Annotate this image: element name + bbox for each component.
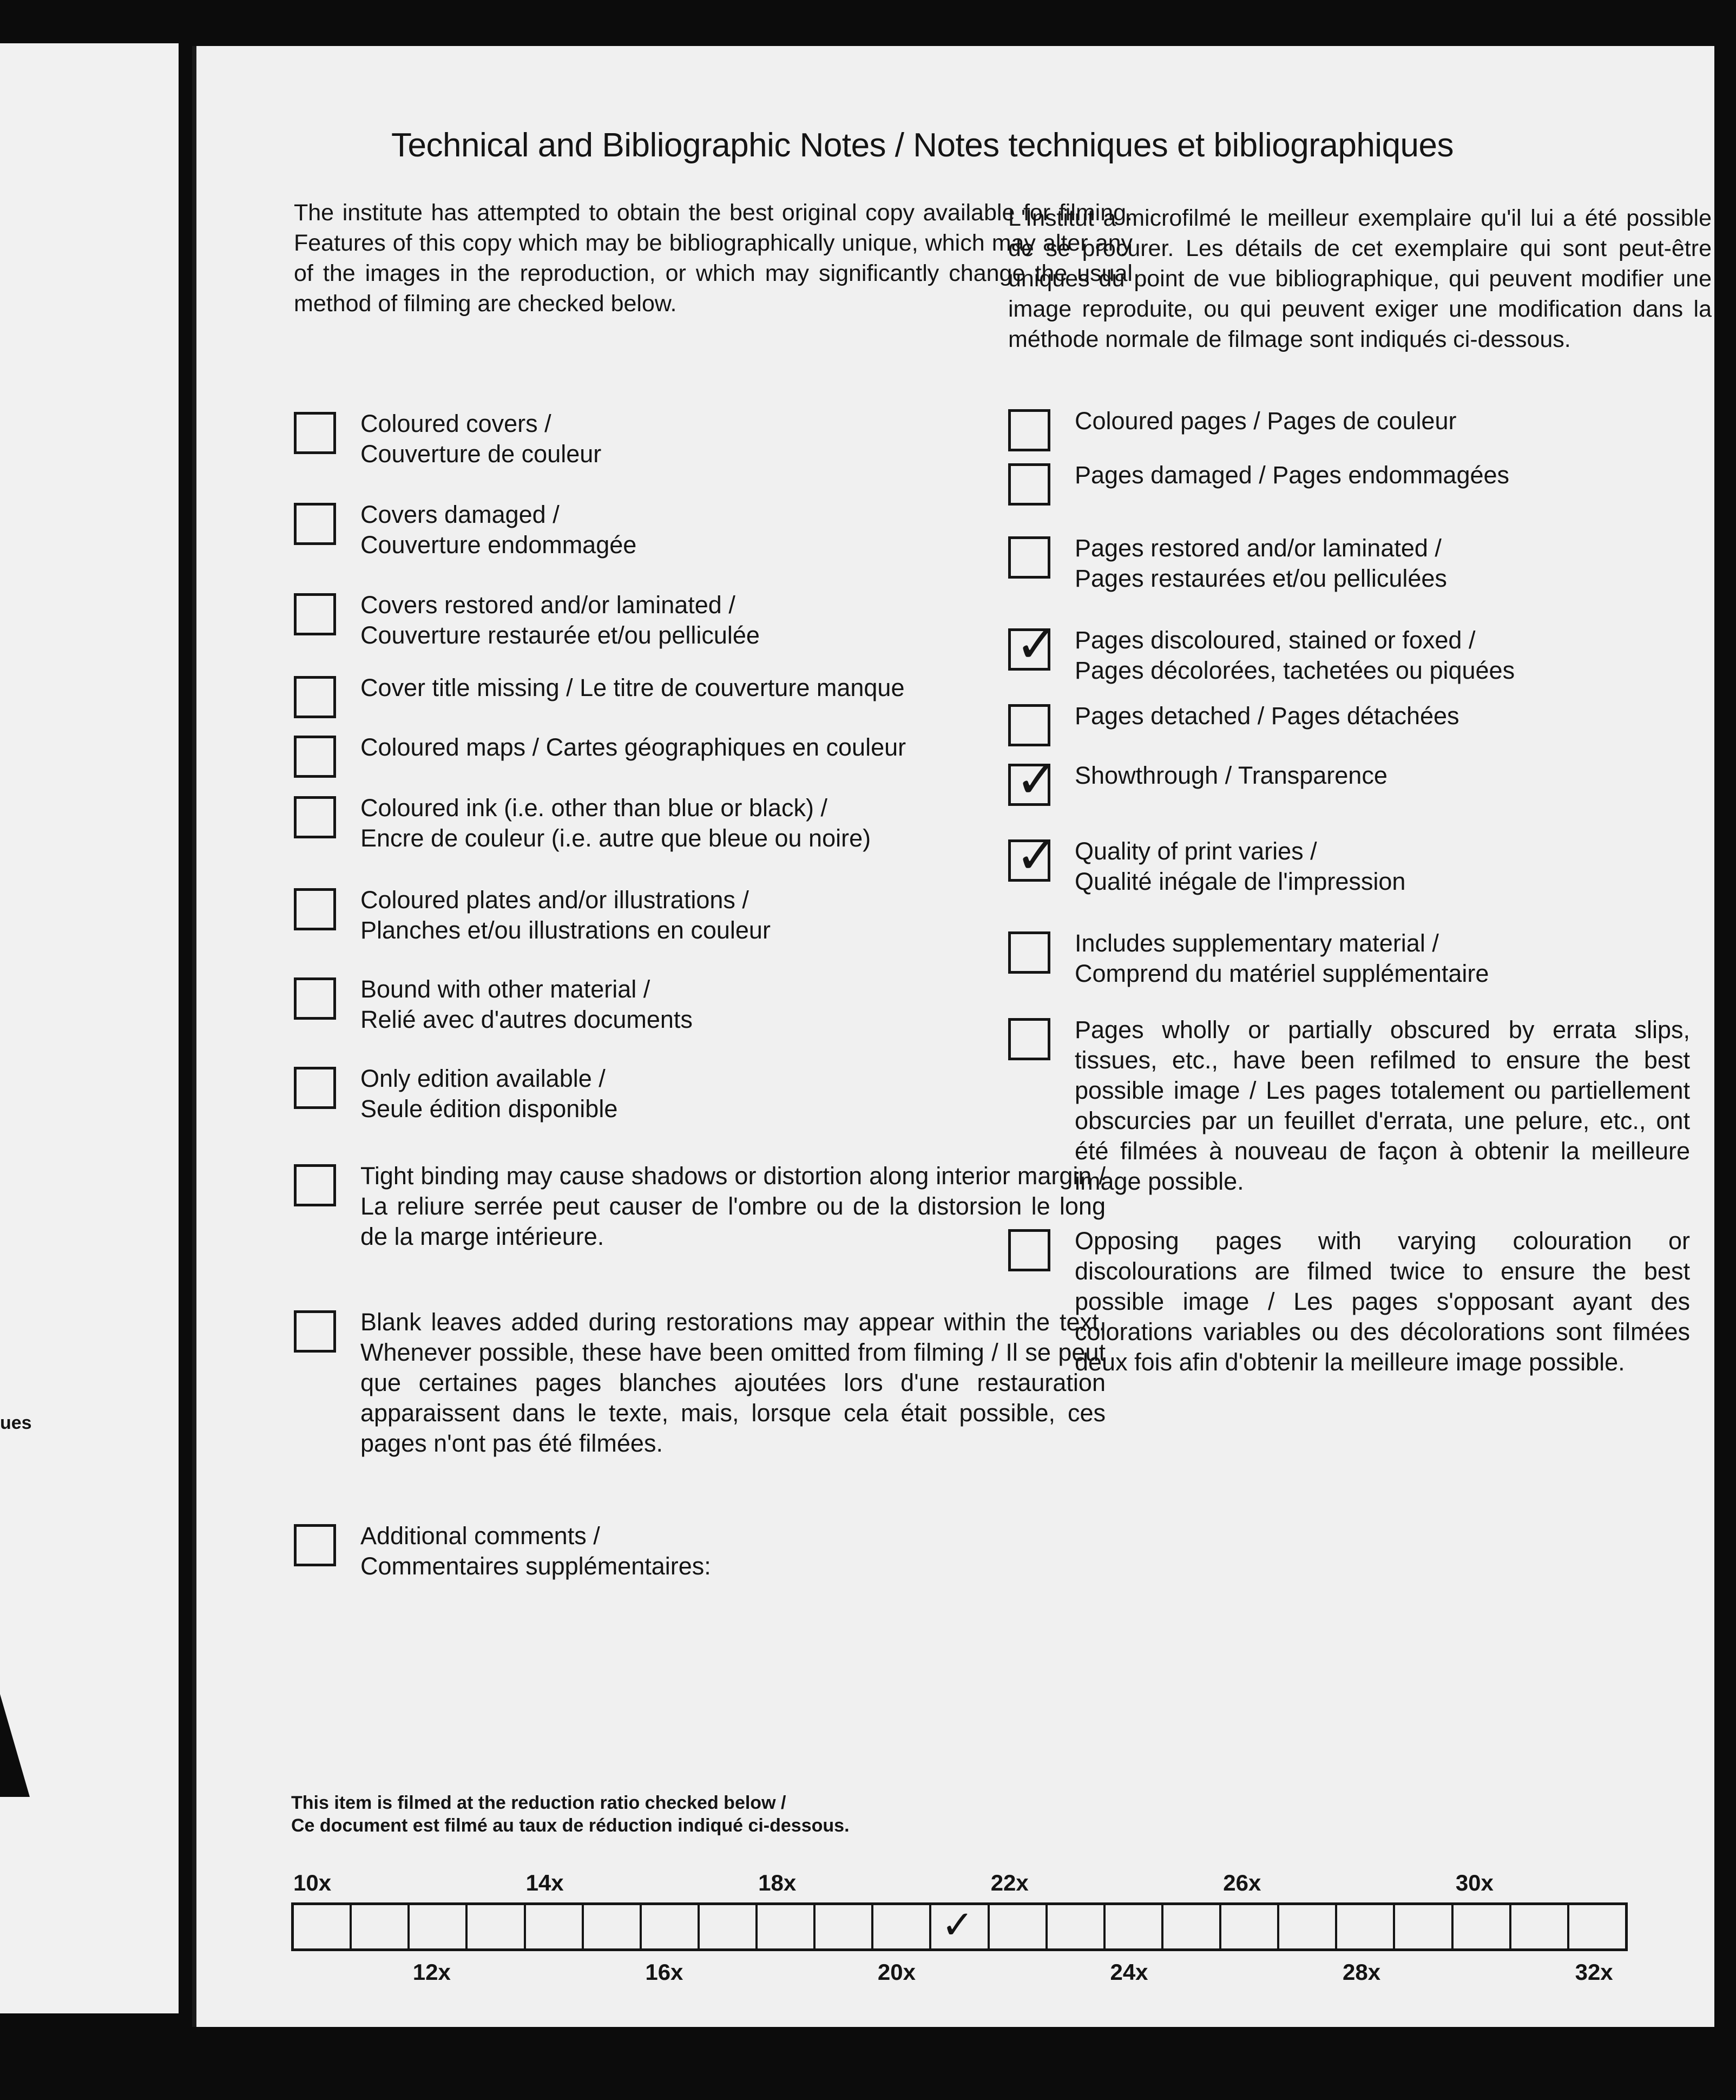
right-item-1: [1008, 460, 1690, 506]
ratio-label-bottom: 28x: [1343, 1959, 1381, 1985]
checkbox[interactable]: [1008, 614, 1059, 674]
adjacent-page-text: ues: [0, 1413, 32, 1433]
adjacent-page-mark: [0, 1694, 30, 1797]
ratio-cell[interactable]: [1337, 1905, 1395, 1948]
ratio-cell[interactable]: [1163, 1905, 1221, 1948]
item-label: Coloured ink (i.e. other than blue or black) / Encre de couleur (i.e. autre que bleue ou noire): [360, 794, 871, 852]
reduction-ratio-scale: [291, 1865, 1628, 2000]
item-label: Coloured plates and/or illustrations / Planches et/ou illustrations en couleur: [360, 886, 771, 944]
ratio-label-top: 30x: [1455, 1870, 1494, 1895]
checkbox[interactable]: [294, 1310, 336, 1353]
item-label: Pages damaged / Pages endommagées: [1075, 461, 1510, 489]
right-item-8: [1008, 1015, 1690, 1197]
item-label: Opposing pages with varying colouration or discolourations are filmed twice to ensure the best possible image / Les pages s'opposant ayant des colorations variables ou des décolorations sont filmées deux fois afin d'obtenir la meilleure image possible.: [1075, 1227, 1690, 1376]
ratio-cell[interactable]: [1511, 1905, 1569, 1948]
checkbox[interactable]: [1008, 704, 1050, 746]
intro-french: L'Institut a microfilmé le meilleur exemplaire qu'il lui a été possible de se procurer. Les détails de cet exemplaire qui sont peut-être uniques du point de vue bibliographique, qui peuvent modifier une image reproduite, ou qui peuvent exiger une modification dans la méthode normale de filmage sont indiqués ci-dessous.: [1008, 205, 1712, 352]
left-item-5: [294, 793, 1106, 854]
ratio-strip: [291, 1902, 1628, 1951]
ratio-cell[interactable]: [1048, 1905, 1106, 1948]
ratio-label-top: 18x: [758, 1870, 797, 1895]
item-label: Quality of print varies / Qualité inégale de l'impression: [1075, 837, 1406, 895]
item-label: Includes supplementary material / Comprend du matériel supplémentaire: [1075, 929, 1489, 987]
ratio-cell[interactable]: [294, 1905, 352, 1948]
checkbox[interactable]: [1008, 409, 1050, 451]
checkbox[interactable]: [294, 1524, 336, 1566]
right-item-5: [1008, 749, 1690, 810]
checkbox[interactable]: [294, 1164, 336, 1206]
item-label: Blank leaves added during restorations may appear within the text. Whenever possible, these have been omitted from filming / Il se peut que certaines pages blanches ajoutées lors d'une restauration apparaissent dans le texte, mais, lorsque cela était possible, ces pages n'ont pas été filmées.: [360, 1308, 1106, 1457]
item-label: Additional comments / Commentaires supplémentaires:: [360, 1522, 711, 1580]
checkmark-icon: ✓: [1015, 825, 1059, 885]
checkbox[interactable]: [294, 888, 336, 930]
ratio-cell[interactable]: [816, 1905, 873, 1948]
ratio-label-top: 10x: [293, 1870, 332, 1895]
left-item-2: [294, 590, 1106, 651]
checkbox[interactable]: [1008, 1229, 1050, 1271]
item-label: Tight binding may cause shadows or distortion along interior margin / La reliure serrée peut causer de l'ombre ou de la distorsion le long de la marge intérieure.: [360, 1162, 1106, 1250]
ratio-label-bottom: 20x: [877, 1959, 916, 1985]
reduction-ratio-note: [291, 1791, 850, 1837]
ratio-cell[interactable]: [1569, 1905, 1625, 1948]
item-label: Pages restored and/or laminated / Pages restaurées et/ou pelliculées: [1075, 534, 1447, 592]
ratio-cell[interactable]: [410, 1905, 468, 1948]
ratio-cell[interactable]: [758, 1905, 816, 1948]
item-label: Pages discoloured, stained or foxed / Pages décolorées, tachetées ou piquées: [1075, 626, 1515, 684]
right-item-6: [1008, 825, 1690, 897]
intro-english: The institute has attempted to obtain the best original copy available for filming. Features of this copy which may be bibliographically unique, which may alter any of the images in the reproduction, or which may significantly change the usual method of filming are checked below.: [294, 200, 1133, 317]
item-label: Bound with other material / Relié avec d'autres documents: [360, 975, 693, 1033]
ratio-cell[interactable]: [526, 1905, 584, 1948]
ratio-cell[interactable]: [1395, 1905, 1453, 1948]
ratio-label-bottom: 32x: [1575, 1959, 1613, 1985]
checkbox[interactable]: [294, 796, 336, 838]
left-item-6: [294, 885, 1106, 946]
adjacent-page-fragment: [0, 43, 179, 2013]
ratio-cell[interactable]: [468, 1905, 525, 1948]
ratio-cell[interactable]: [642, 1905, 700, 1948]
ratio-label-bottom: 12x: [412, 1959, 451, 1985]
checkbox[interactable]: [1008, 463, 1050, 506]
checkmark-icon: ✓: [941, 1902, 974, 1947]
left-item-4: [294, 732, 1106, 778]
ratio-label-top: 22x: [990, 1870, 1029, 1895]
right-item-3: [1008, 614, 1690, 686]
right-item-9: [1008, 1226, 1690, 1377]
notes-sheet: [192, 46, 1714, 2027]
reduction-note-french: Ce document est filmé au taux de réduction indiqué ci-dessous.: [291, 1815, 850, 1836]
ratio-cell[interactable]: [1106, 1905, 1163, 1948]
checkbox[interactable]: [1008, 825, 1059, 885]
ratio-cell[interactable]: [931, 1902, 989, 1948]
right-item-0: [1008, 406, 1690, 451]
item-label: Pages wholly or partially obscured by errata slips, tissues, etc., have been refilmed to ensure the best possible image / Les pages totalement ou partiellement obscurcies par un feuillet d'errata, une pelure, etc., ont été filmées à nouveau de façon à obtenir la meilleure image possible.: [1075, 1016, 1690, 1195]
checkbox[interactable]: [294, 977, 336, 1020]
ratio-cell[interactable]: [584, 1905, 642, 1948]
item-label: Covers restored and/or laminated / Couverture restaurée et/ou pelliculée: [360, 591, 760, 649]
checkbox[interactable]: [294, 1067, 336, 1109]
item-label: Showthrough / Transparence: [1075, 762, 1388, 789]
ratio-label-top: 26x: [1223, 1870, 1261, 1895]
checkbox[interactable]: [1008, 1018, 1050, 1060]
ratio-label-bottom: 16x: [645, 1959, 683, 1985]
checkmark-icon: ✓: [1015, 749, 1059, 810]
left-item-10: [294, 1307, 1106, 1459]
right-item-4: [1008, 701, 1690, 746]
page-title: Technical and Bibliographic Notes / Notes techniques et bibliographiques: [391, 127, 1454, 164]
ratio-cell[interactable]: [1279, 1905, 1337, 1948]
checkmark-icon: ✓: [1015, 614, 1059, 674]
right-item-7: [1008, 928, 1690, 989]
checkbox[interactable]: [1008, 931, 1050, 974]
checkbox[interactable]: [1008, 536, 1050, 579]
item-label: Coloured maps / Cartes géographiques en couleur: [360, 733, 906, 761]
right-item-2: [1008, 533, 1690, 594]
left-item-0: [294, 409, 1106, 469]
left-item-1: [294, 500, 1106, 560]
item-label: Covers damaged / Couverture endommagée: [360, 501, 637, 559]
item-label: Pages detached / Pages détachées: [1075, 702, 1459, 730]
item-label: Cover title missing / Le titre de couverture manque: [360, 674, 905, 701]
left-item-7: [294, 974, 1106, 1035]
ratio-cell[interactable]: [352, 1905, 410, 1948]
checkbox[interactable]: [294, 736, 336, 778]
checkbox[interactable]: [294, 503, 336, 545]
item-label: Only edition available / Seule édition disponible: [360, 1065, 618, 1123]
reduction-note-english: This item is filmed at the reduction ratio checked below /: [291, 1793, 786, 1813]
ratio-cell[interactable]: [873, 1905, 931, 1948]
checkbox[interactable]: [294, 593, 336, 635]
ratio-label-bottom: 24x: [1110, 1959, 1148, 1985]
ratio-cell[interactable]: [1221, 1905, 1279, 1948]
item-label: Coloured covers / Couverture de couleur: [360, 410, 602, 468]
left-item-3: [294, 673, 1106, 718]
ratio-cell[interactable]: [700, 1905, 758, 1948]
checkbox[interactable]: [1008, 749, 1059, 810]
ratio-label-top: 14x: [525, 1870, 564, 1895]
left-item-8: [294, 1064, 1106, 1124]
ratio-cell[interactable]: [1454, 1905, 1511, 1948]
left-item-9: [294, 1161, 1106, 1252]
checkbox[interactable]: [294, 676, 336, 718]
ratio-cell[interactable]: [990, 1905, 1048, 1948]
item-label: Coloured pages / Pages de couleur: [1075, 407, 1457, 435]
left-item-11: [294, 1521, 1106, 1581]
checkbox[interactable]: [294, 412, 336, 454]
